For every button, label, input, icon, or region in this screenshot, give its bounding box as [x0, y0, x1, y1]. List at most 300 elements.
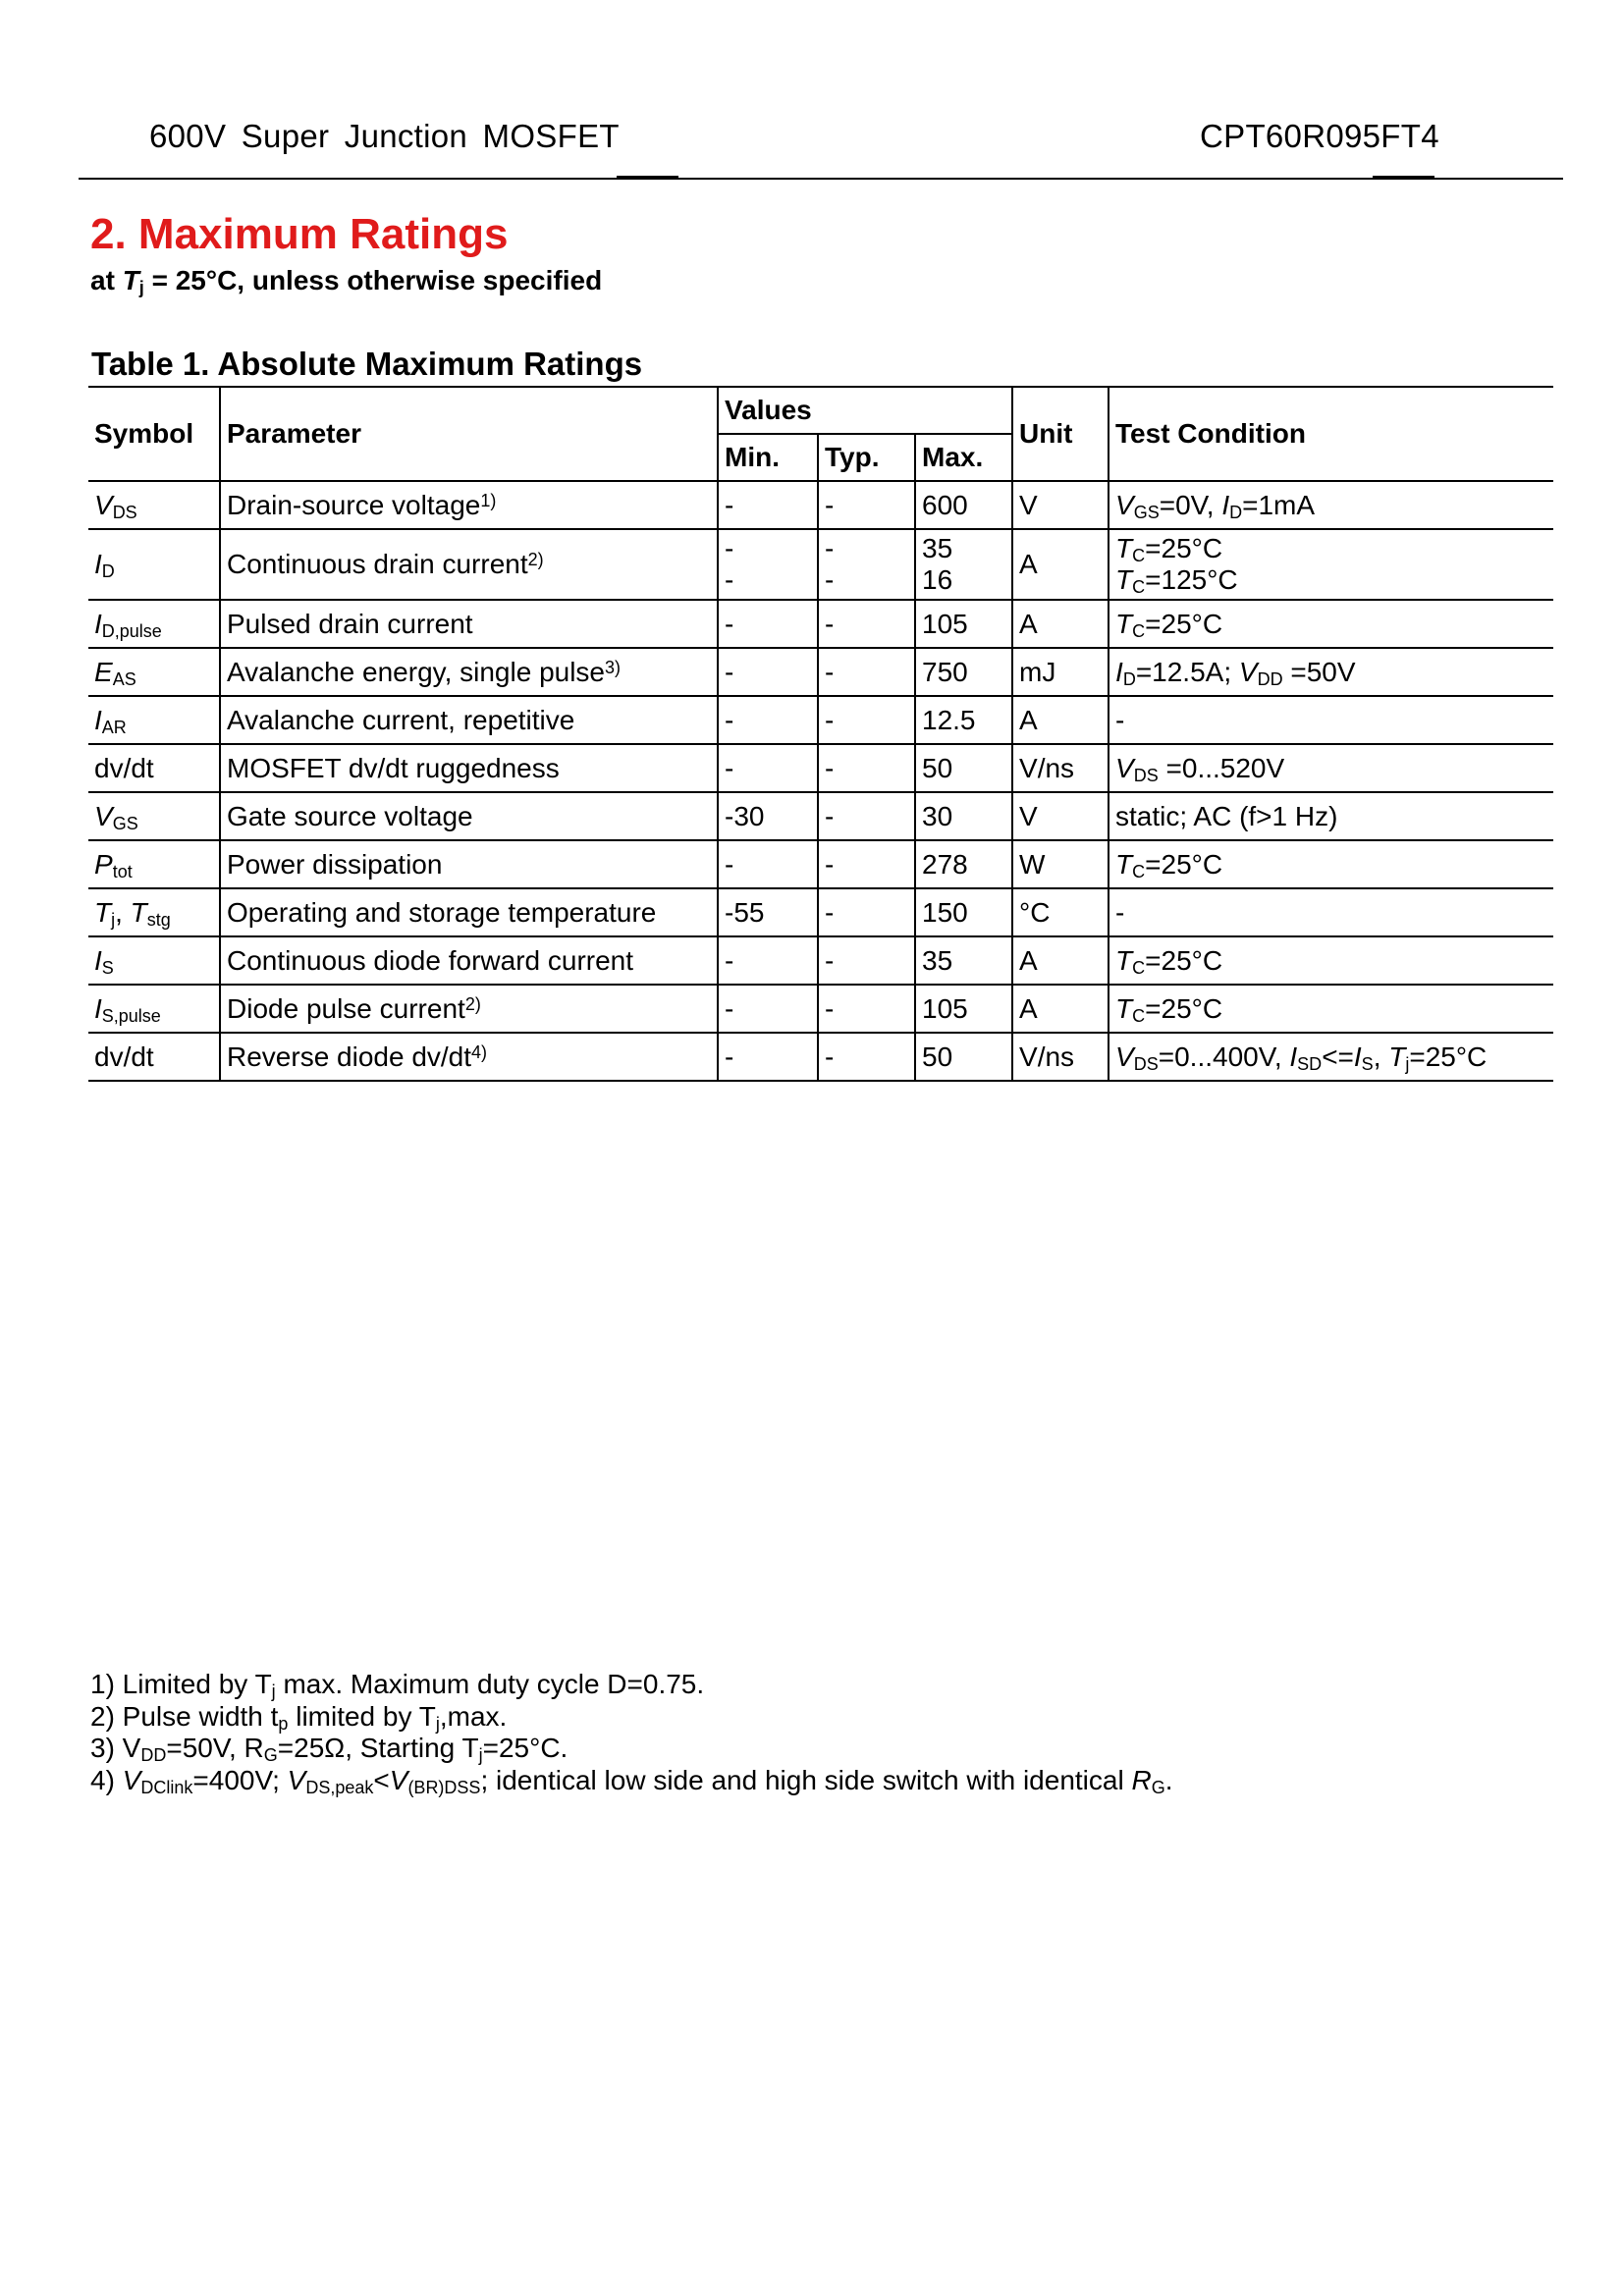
condition-line: [1115, 945, 1553, 977]
parameter-text: Reverse diode dv/dt: [227, 1041, 472, 1072]
unit-value: A: [1019, 944, 1038, 976]
footnote-part: G: [263, 1745, 278, 1765]
table-row: [88, 744, 1553, 792]
footnote-part: 1) Limited by T: [90, 1669, 272, 1699]
condition-part: ,: [1373, 1041, 1389, 1072]
cell-symbol: [88, 481, 220, 529]
table-row: [88, 1033, 1553, 1081]
condition-part: T: [1115, 848, 1133, 880]
cell-typ: [818, 888, 915, 936]
cell-max: [915, 648, 1012, 696]
footnote-part: V: [389, 1764, 408, 1795]
condition-part: D: [1229, 502, 1243, 522]
max-value: 278: [922, 848, 968, 880]
typ-value: -: [825, 704, 835, 735]
cell-condition: [1109, 600, 1553, 648]
symbol-main: T: [130, 896, 147, 928]
cell-unit: [1012, 888, 1109, 936]
condition-line: [1115, 533, 1553, 564]
col-header-symbol: Symbol: [88, 387, 220, 481]
cell-condition: [1109, 696, 1553, 744]
cell-condition: [1109, 936, 1553, 985]
cell-min: [718, 888, 818, 936]
min-value: -: [725, 848, 734, 880]
table-body: [88, 481, 1553, 1081]
cell-min: [718, 840, 818, 888]
cell-unit: [1012, 529, 1109, 600]
cell-condition: [1109, 840, 1553, 888]
col-header-typ: Typ.: [818, 434, 915, 481]
symbol-main: P: [94, 848, 113, 880]
footnote: [90, 1733, 568, 1764]
cell-parameter: [220, 888, 718, 936]
cell-symbol: [88, 744, 220, 792]
condition-part: =125°C: [1145, 564, 1238, 595]
cell-parameter: [220, 696, 718, 744]
cell-unit: [1012, 696, 1109, 744]
symbol-sub: stg: [146, 909, 171, 930]
parameter-text: Power dissipation: [227, 848, 443, 880]
footnote-part: ,max.: [439, 1700, 508, 1732]
unit-value: V/ns: [1019, 1041, 1075, 1072]
min-value: -: [725, 992, 734, 1024]
cell-parameter: [220, 529, 718, 600]
parameter-text: Continuous drain current: [227, 549, 528, 579]
condition-part: =25°C: [1145, 992, 1223, 1024]
cell-condition: [1109, 648, 1553, 696]
max-value: 35: [922, 533, 953, 563]
footnote-part: DD: [140, 1745, 167, 1765]
table-row: [88, 792, 1553, 840]
min-value: -: [725, 1041, 734, 1072]
cell-unit: [1012, 792, 1109, 840]
typ-value: -: [825, 752, 835, 783]
table-row: [88, 696, 1553, 744]
footnote-ref: 2): [527, 550, 544, 569]
col-header-max: Max.: [915, 434, 1012, 481]
condition-part: I: [1353, 1041, 1362, 1072]
cell-symbol: [88, 840, 220, 888]
parameter-text: Gate source voltage: [227, 800, 473, 831]
cell-symbol: [88, 985, 220, 1033]
footnote-part: j: [271, 1682, 276, 1701]
condition-part: S: [1361, 1053, 1374, 1074]
footnote-part: j: [478, 1745, 483, 1765]
footnote-part: V: [122, 1764, 141, 1795]
symbol-main: I: [94, 549, 102, 579]
cell-symbol: [88, 1033, 220, 1081]
footnote-part: ; identical low side and high side switch with identical: [480, 1764, 1132, 1795]
min-value: -: [725, 752, 734, 783]
cell-unit: [1012, 481, 1109, 529]
col-header-condition: Test Condition: [1109, 387, 1553, 481]
cell-condition: [1109, 888, 1553, 936]
header-rule-tick: [1373, 176, 1434, 178]
cell-max: [915, 529, 1012, 600]
table-row: [88, 888, 1553, 936]
cell-unit: [1012, 936, 1109, 985]
max-value: 600: [922, 489, 968, 520]
typ-value: -: [825, 800, 835, 831]
symbol-sub: S: [101, 957, 114, 978]
cell-symbol: [88, 792, 220, 840]
table-row: [88, 529, 1553, 600]
min-value: -: [725, 608, 734, 639]
footnote-part: max. Maximum duty cycle D=0.75.: [275, 1669, 705, 1699]
condition-part: GS: [1133, 502, 1160, 522]
symbol-sub: AS: [112, 668, 136, 689]
unit-value: A: [1019, 992, 1038, 1024]
table-row: [88, 600, 1553, 648]
col-header-values: Values: [718, 387, 1012, 434]
typ-value: -: [825, 608, 835, 639]
footnote-part: R: [1131, 1764, 1152, 1795]
condition-part: T: [1115, 533, 1133, 563]
condition-part: -: [1115, 704, 1125, 735]
footnote-part: DClink: [140, 1777, 193, 1797]
parameter-text: Pulsed drain current: [227, 608, 473, 639]
condition-part: =0V,: [1159, 489, 1222, 520]
max-value: 35: [922, 944, 953, 976]
condition-line: [1115, 801, 1553, 832]
symbol-text: dv/dt: [94, 752, 154, 783]
unit-value: V: [1019, 489, 1038, 520]
condition-part: =0...520V: [1158, 752, 1285, 783]
footnote: [90, 1669, 704, 1700]
symbol-main: I: [94, 992, 102, 1024]
cell-unit: [1012, 1033, 1109, 1081]
footnote-ref: 4): [471, 1041, 488, 1062]
unit-value: A: [1019, 704, 1038, 735]
condition-part: D: [1122, 668, 1136, 689]
cell-unit: [1012, 744, 1109, 792]
parameter-text: Avalanche current, repetitive: [227, 704, 575, 735]
footnote-part: limited by T: [288, 1700, 436, 1732]
parameter-text: Continuous diode forward current: [227, 944, 634, 976]
cell-condition: [1109, 481, 1553, 529]
condition-part: static; AC (f>1 Hz): [1115, 800, 1338, 831]
symbol-main: T: [94, 896, 112, 928]
parameter-text: Drain-source voltage: [227, 489, 481, 520]
cell-max: [915, 936, 1012, 985]
cell-min: [718, 696, 818, 744]
cell-condition: [1109, 985, 1553, 1033]
typ-value: -: [825, 992, 835, 1024]
footnote: [90, 1765, 1173, 1796]
condition-part: C: [1132, 861, 1146, 881]
table-row: [88, 985, 1553, 1033]
footnote-part: 4): [90, 1764, 123, 1795]
symbol-text: dv/dt: [94, 1041, 154, 1072]
table-row: [88, 936, 1553, 985]
cell-typ: [818, 696, 915, 744]
max-value: 105: [922, 608, 968, 639]
cell-max: [915, 840, 1012, 888]
header-product-name: 600V Super Junction MOSFET: [149, 118, 620, 154]
condition-part: T: [1115, 992, 1133, 1024]
table-row: [88, 648, 1553, 696]
cell-parameter: [220, 840, 718, 888]
unit-value: mJ: [1019, 656, 1056, 687]
max-value: 12.5: [922, 704, 976, 735]
condition-part: =25°C: [1145, 848, 1223, 880]
footnote-part: p: [278, 1713, 289, 1734]
footnote-part: .: [1164, 1764, 1173, 1795]
cell-unit: [1012, 985, 1109, 1033]
cell-max: [915, 696, 1012, 744]
condition-line: [1115, 1041, 1553, 1073]
col-header-parameter: Parameter: [220, 387, 718, 481]
cell-typ: [818, 840, 915, 888]
ratings-table: [88, 386, 1553, 1082]
footnote-part: 2) Pulse width t: [90, 1700, 279, 1732]
subtitle-prefix: at: [90, 265, 123, 295]
condition-part: =0...400V,: [1158, 1041, 1290, 1072]
condition-part: C: [1132, 957, 1146, 978]
condition-part: C: [1132, 620, 1146, 641]
cell-max: [915, 481, 1012, 529]
condition-line: [1115, 657, 1553, 688]
cell-typ: [818, 792, 915, 840]
typ-value: -: [825, 533, 835, 563]
unit-value: A: [1019, 549, 1038, 579]
symbol-sub: AR: [101, 717, 127, 737]
min-value: -55: [725, 896, 765, 928]
table-row: [88, 840, 1553, 888]
col-header-unit: Unit: [1012, 387, 1109, 481]
cell-typ: [818, 1033, 915, 1081]
cell-condition: [1109, 1033, 1553, 1081]
footnote-ref: 1): [480, 490, 497, 510]
typ-value: -: [825, 944, 835, 976]
symbol-sub: GS: [112, 813, 138, 833]
condition-line: [1115, 753, 1553, 784]
cell-parameter: [220, 481, 718, 529]
footnote-ref: 2): [464, 993, 481, 1014]
condition-line: [1115, 897, 1553, 929]
unit-value: W: [1019, 848, 1046, 880]
section-subtitle: [90, 265, 602, 296]
condition-part: C: [1132, 1005, 1146, 1026]
header-part-number: CPT60R095FT4: [1200, 118, 1439, 154]
condition-line: [1115, 993, 1553, 1025]
cell-typ: [818, 936, 915, 985]
max-value: 50: [922, 752, 953, 783]
footnote-part: 3) V: [90, 1733, 141, 1763]
symbol-main: I: [94, 944, 102, 976]
symbol-sub: S,pulse: [101, 1005, 161, 1026]
symbol-sub: j: [111, 909, 116, 930]
condition-part: T: [1388, 1041, 1406, 1072]
parameter-text: Avalanche energy, single pulse: [227, 656, 605, 687]
cell-symbol: [88, 529, 220, 600]
cell-parameter: [220, 600, 718, 648]
cell-unit: [1012, 840, 1109, 888]
symbol-sub: D,pulse: [101, 620, 162, 641]
cell-min: [718, 481, 818, 529]
table-row: [88, 481, 1553, 529]
footnote-part: DS,peak: [305, 1777, 374, 1797]
typ-value: -: [825, 564, 835, 595]
cell-max: [915, 1033, 1012, 1081]
symbol-main: I: [94, 704, 102, 735]
max-value: 30: [922, 800, 953, 831]
typ-value: -: [825, 656, 835, 687]
cell-parameter: [220, 985, 718, 1033]
condition-part: =25°C: [1145, 533, 1223, 563]
footnote-part: (BR)DSS: [407, 1777, 481, 1797]
condition-part: DD: [1257, 668, 1283, 689]
unit-value: V/ns: [1019, 752, 1075, 783]
max-value: 50: [922, 1041, 953, 1072]
condition-line: [1115, 849, 1553, 881]
condition-part: =12.5A;: [1135, 656, 1239, 687]
symbol-sub: tot: [112, 861, 133, 881]
condition-part: =1mA: [1242, 489, 1316, 520]
condition-part: =25°C: [1145, 608, 1223, 639]
condition-line: [1115, 564, 1553, 596]
condition-part: DS: [1133, 1053, 1159, 1074]
table-header-row: [88, 387, 1553, 434]
condition-part: T: [1115, 564, 1133, 595]
subtitle-symbol: T: [122, 265, 139, 295]
cell-unit: [1012, 648, 1109, 696]
symbol-sub: D: [101, 561, 115, 581]
max-value: 750: [922, 656, 968, 687]
condition-part: =25°C: [1409, 1041, 1488, 1072]
parameter-text: Operating and storage temperature: [227, 896, 657, 928]
condition-part: =25°C: [1145, 944, 1223, 976]
cell-min: [718, 985, 818, 1033]
footnote-part: V: [287, 1764, 306, 1795]
cell-symbol: [88, 696, 220, 744]
symbol-sub: DS: [112, 502, 137, 522]
typ-value: -: [825, 489, 835, 520]
cell-parameter: [220, 1033, 718, 1081]
cell-condition: [1109, 529, 1553, 600]
condition-part: I: [1115, 656, 1123, 687]
condition-part: SD: [1297, 1053, 1323, 1074]
cell-typ: [818, 744, 915, 792]
cell-typ: [818, 481, 915, 529]
cell-max: [915, 600, 1012, 648]
cell-min: [718, 1033, 818, 1081]
min-value: -: [725, 564, 734, 595]
cell-min: [718, 648, 818, 696]
footnote-part: =25°C.: [482, 1733, 568, 1763]
condition-part: =50V: [1282, 656, 1356, 687]
cell-symbol: [88, 888, 220, 936]
condition-line: [1115, 490, 1553, 521]
max-value: 150: [922, 896, 968, 928]
condition-part: I: [1221, 489, 1230, 520]
symbol-main: I: [94, 608, 102, 639]
cell-min: [718, 600, 818, 648]
footnote-part: <: [373, 1764, 390, 1795]
condition-part: -: [1115, 896, 1125, 928]
unit-value: V: [1019, 800, 1038, 831]
min-value: -: [725, 489, 734, 520]
parameter-text: MOSFET dv/dt ruggedness: [227, 752, 560, 783]
cell-unit: [1012, 600, 1109, 648]
cell-typ: [818, 985, 915, 1033]
cell-symbol: [88, 936, 220, 985]
symbol-main: V: [94, 800, 113, 831]
max-value: 16: [922, 564, 953, 595]
footnote-part: G: [1151, 1777, 1165, 1797]
footnote-part: =25Ω, Starting T: [277, 1733, 479, 1763]
min-value: -30: [725, 800, 765, 831]
condition-part: C: [1132, 546, 1146, 565]
symbol-main: V: [94, 489, 113, 520]
parameter-text: Diode pulse current: [227, 992, 465, 1024]
cell-max: [915, 744, 1012, 792]
cell-typ: [818, 648, 915, 696]
condition-line: [1115, 705, 1553, 736]
condition-part: T: [1115, 944, 1133, 976]
min-value: -: [725, 656, 734, 687]
cell-min: [718, 936, 818, 985]
cell-max: [915, 888, 1012, 936]
symbol-sep: ,: [115, 896, 131, 928]
cell-condition: [1109, 792, 1553, 840]
header-rule: [79, 178, 1563, 180]
footnote-part: =400V;: [192, 1764, 288, 1795]
condition-part: V: [1115, 752, 1134, 783]
max-value: 105: [922, 992, 968, 1024]
condition-part: V: [1238, 656, 1258, 687]
footnote: [90, 1701, 507, 1733]
condition-part: C: [1132, 577, 1146, 597]
condition-part: I: [1289, 1041, 1298, 1072]
condition-part: DS: [1133, 765, 1159, 785]
cell-max: [915, 985, 1012, 1033]
min-value: -: [725, 704, 734, 735]
unit-value: °C: [1019, 896, 1051, 928]
condition-part: V: [1115, 489, 1134, 520]
cell-min: [718, 792, 818, 840]
footnote-ref: 3): [605, 657, 622, 677]
typ-value: -: [825, 848, 835, 880]
condition-part: V: [1115, 1041, 1134, 1072]
cell-max: [915, 792, 1012, 840]
cell-parameter: [220, 936, 718, 985]
condition-line: [1115, 609, 1553, 640]
col-header-min: Min.: [718, 434, 818, 481]
footnote-part: j: [435, 1713, 440, 1734]
subtitle-symbol-sub: j: [138, 278, 144, 297]
cell-parameter: [220, 648, 718, 696]
min-value: -: [725, 944, 734, 976]
cell-parameter: [220, 744, 718, 792]
table-title: Table 1. Absolute Maximum Ratings: [91, 346, 643, 382]
cell-typ: [818, 529, 915, 600]
cell-symbol: [88, 648, 220, 696]
typ-value: -: [825, 1041, 835, 1072]
header-rule-tick: [617, 176, 678, 178]
cell-min: [718, 529, 818, 600]
cell-condition: [1109, 744, 1553, 792]
symbol-main: E: [94, 656, 113, 687]
cell-parameter: [220, 792, 718, 840]
cell-symbol: [88, 600, 220, 648]
condition-part: <=: [1322, 1041, 1354, 1072]
cell-min: [718, 744, 818, 792]
condition-part: T: [1115, 608, 1133, 639]
footnote-part: =50V, R: [166, 1733, 264, 1763]
condition-part: j: [1405, 1053, 1410, 1074]
min-value: -: [725, 533, 734, 563]
